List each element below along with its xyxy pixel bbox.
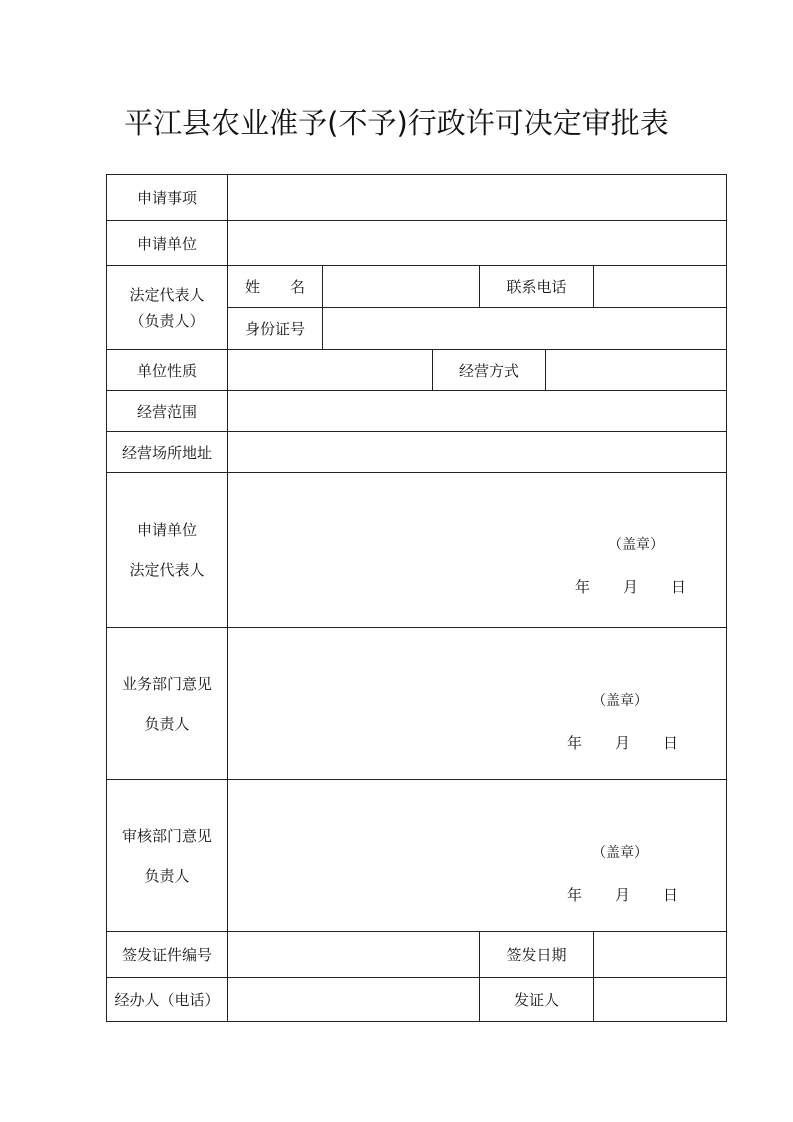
row-business-address: [107, 432, 727, 473]
input-unit-nature[interactable]: [228, 350, 433, 391]
row-section-applicant: [107, 473, 727, 628]
label-legal-rep-line1: 法定代表人: [129, 285, 205, 304]
stamp-label: （盖章）: [608, 537, 664, 553]
stamp-label: （盖章）: [592, 845, 648, 861]
row-section-review-dept: [107, 780, 727, 932]
label-section-review-dept-line1: 审核部门意见: [121, 826, 212, 845]
input-applicant-unit[interactable]: [228, 221, 727, 266]
row-application-item: [107, 175, 727, 221]
date-day: 日: [663, 734, 679, 752]
date-line: [567, 884, 678, 905]
label-issue-date: 签发日期: [480, 932, 594, 978]
label-legal-rep: [107, 266, 228, 350]
row-section-business-dept: [107, 628, 727, 780]
approval-form-table: [106, 174, 727, 1022]
label-unit-nature: 单位性质: [107, 350, 228, 391]
input-business-scope[interactable]: [228, 391, 727, 432]
input-business-mode[interactable]: [546, 350, 727, 391]
signature-area-applicant[interactable]: [228, 473, 727, 628]
label-business-scope: 经营范围: [107, 391, 228, 432]
date-year: 年: [575, 578, 591, 596]
date-month: 月: [615, 734, 631, 752]
input-handler[interactable]: [228, 978, 480, 1022]
label-section-business-dept-line1: 业务部门意见: [121, 674, 212, 693]
label-business-address: 经营场所地址: [107, 432, 228, 473]
input-cert-number[interactable]: [228, 932, 480, 978]
label-name: [228, 266, 323, 308]
label-legal-rep-line2: （负责人）: [129, 311, 205, 330]
date-day: 日: [663, 886, 679, 904]
row-applicant-unit: [107, 221, 727, 266]
row-cert-number: [107, 932, 727, 978]
label-section-applicant-line1: 申请单位: [136, 521, 197, 539]
input-issue-date[interactable]: [594, 932, 727, 978]
label-section-review-dept: [107, 780, 228, 932]
row-unit-nature: [107, 350, 727, 391]
label-section-applicant: [107, 473, 228, 628]
input-business-address[interactable]: [228, 432, 727, 473]
label-phone: 联系电话: [480, 266, 594, 308]
date-year: 年: [567, 886, 583, 904]
date-line: [567, 732, 678, 753]
label-id-number: 身份证号: [228, 308, 323, 350]
row-handler: [107, 978, 727, 1022]
page-title: 平江县农业准予(不予)行政许可决定审批表: [124, 106, 669, 140]
label-cert-number: 签发证件编号: [107, 932, 228, 978]
date-line: [575, 576, 686, 597]
label-section-review-dept-line2: 负责人: [144, 866, 190, 885]
input-phone[interactable]: [594, 266, 727, 308]
row-business-scope: [107, 391, 727, 432]
label-application-item: 申请事项: [107, 175, 228, 221]
date-month: 月: [623, 578, 639, 596]
label-handler: 经办人（电话）: [107, 978, 228, 1022]
date-month: 月: [615, 886, 631, 904]
label-name-b: 名: [290, 278, 306, 296]
stamp-label: （盖章）: [592, 693, 648, 709]
date-day: 日: [671, 578, 687, 596]
label-section-applicant-line2: 法定代表人: [129, 561, 205, 579]
input-id-number[interactable]: [323, 308, 727, 350]
label-name-a: 姓: [244, 278, 260, 296]
input-name[interactable]: [323, 266, 480, 308]
input-application-item[interactable]: [228, 175, 727, 221]
label-applicant-unit: 申请单位: [107, 221, 228, 266]
signature-area-business-dept[interactable]: [228, 628, 727, 780]
label-section-business-dept: [107, 628, 228, 780]
row-legal-rep-name: [107, 266, 727, 308]
date-year: 年: [567, 734, 583, 752]
label-business-mode: 经营方式: [433, 350, 546, 391]
label-issuer: 发证人: [480, 978, 594, 1022]
label-section-business-dept-line2: 负责人: [144, 714, 190, 733]
signature-area-review-dept[interactable]: [228, 780, 727, 932]
input-issuer[interactable]: [594, 978, 727, 1022]
